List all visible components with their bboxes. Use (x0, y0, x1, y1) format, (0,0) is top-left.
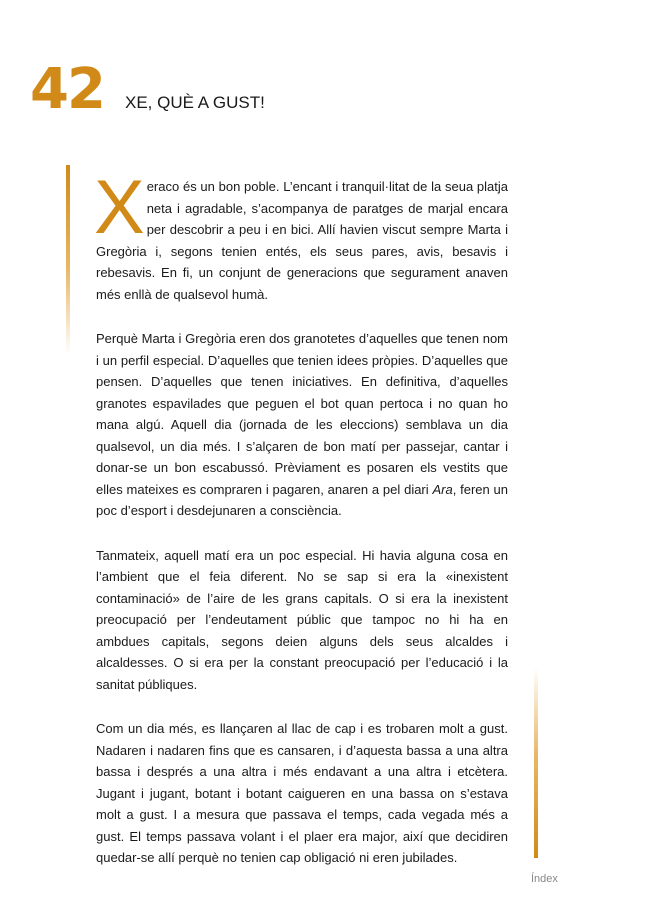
paragraph-4: Com un dia més, es llançaren al llac de cap i es trobaren molt a gust. Nadaren i nadaren fins que es cansaren, i d’aquesta bassa a una altra bassa i després a una altra i més endavant a una altra i etcètera. Jugant i jugant, botant i botant caigueren en una bassa on s’estava molt a gust. I a mesura que passava el temps, cada vegada més a gust. El temps passava volant i el plaer era major, així que decidiren quedar-se allí perquè no tenien cap obligació ni eren jubilades. (96, 721, 508, 865)
drop-cap: X (94, 165, 145, 250)
paragraph-1-text: eraco és un bon poble. L’encant i tranquil·litat de la seua platja neta i agradable, s’acompanya de paratges de marjal encara per descobrir a peu i en bici. Allí havien viscut sempre Marta i Gregòria i, segons tenien entés, els seus pares, avis, besavis i rebesavis. En fi, un conjunt de generacions que segurament anaven més enllà de qualsevol humà. (96, 179, 508, 302)
story-body (94, 165, 508, 892)
decorative-rule-right (534, 668, 538, 858)
paragraph-2-text-start: Perquè Marta i Gregòria eren dos granotetes d’aquelles que tenen nom i un perfil especial. D’aquelles que tenien idees pròpies. D’aquelles que pensen. D’aquelles que tenen iniciatives. En definitiva, d’aquelles granotes espavilades que peguen el bot quan pertoca i no quan ho mana algú. Aquell dia (jornada de les eleccions) semblava un dia qualsevol, un dia més. I s’alçaren de bon matí per passejar, cantar i donar-se un bon escabussó. Prèviament es posaren els vestits que elles mateixes es compraren i pagaren, anaren a pel diari (96, 331, 508, 497)
decorative-rule-left (66, 165, 70, 355)
index-link[interactable]: Índex (531, 873, 558, 885)
paragraph-3: Tanmateix, aquell matí era un poc especial. Hi havia alguna cosa en l’ambient que el feia diferent. No se sap si era la «inexistent contaminació» de l’aire de les grans capitals. O si era la inexistent preocupació per l’endeutament públic que tampoc no hi ha en ambdues capitals, segons deien alguns dels seus alcaldes i alcaldesses. O si era per la constant preocupació per l’educació i la sanitat públiques. (96, 547, 508, 692)
chapter-title: XE, QUÈ A GUST! (125, 93, 265, 112)
chapter-number: 42 (30, 57, 104, 122)
newspaper-name: Ara (432, 481, 453, 497)
paragraph-1 (94, 165, 508, 305)
paragraph-2 (96, 328, 508, 522)
paragraph-2-text-end: , feren un poc d’esport i desdejunaren a consciència. (96, 481, 508, 518)
